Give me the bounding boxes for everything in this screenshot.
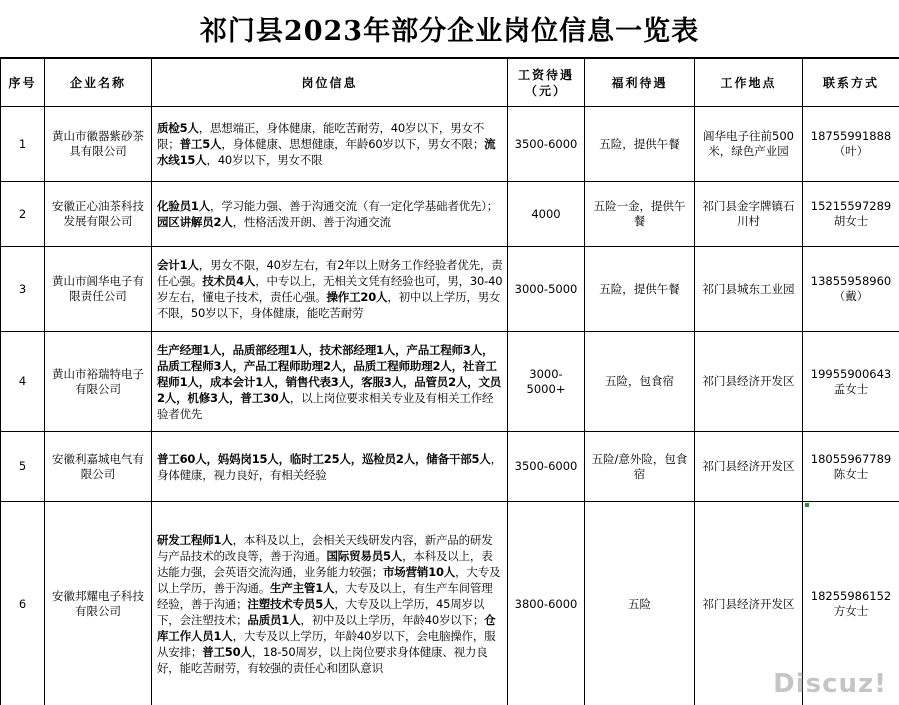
contact-person: 孟女士	[833, 381, 869, 396]
contact-person: （戴）	[833, 289, 869, 303]
cell-positions	[152, 332, 508, 432]
cell-salary: 3800-6000	[508, 502, 585, 705]
cell-positions	[152, 182, 508, 247]
position-detail: ，性格活泼开朗、善于沟通交流	[232, 215, 391, 229]
header-salary-line1: 工资待遇	[517, 67, 574, 82]
position-title: 普工50人	[202, 645, 252, 659]
position-detail: ，初中以上学历，男女不限，50岁以下，身体健康，能吃苦耐劳	[157, 290, 501, 320]
cell-location: 祁门县经济开发区	[695, 502, 803, 705]
position-title: 技术员4人	[202, 274, 256, 288]
cell-company: 黄山市裕瑞特电子有限公司	[45, 332, 152, 432]
cell-salary: 3000-5000	[508, 247, 585, 332]
page-title: 祁门县2023年部分企业岗位信息一览表	[0, 0, 899, 58]
position-detail: ，身体健康、思想健康，年龄60岁以下，男女不限；	[221, 137, 485, 151]
cell-contact	[803, 247, 899, 332]
position-detail: ，本科及以上，表达能力强，会英语交流沟通，业务能力较强；	[157, 549, 493, 579]
header-salary-line2: （元）	[524, 83, 567, 98]
position-detail: ，以上岗位要求相关专业及有相关工作经验者优先	[157, 390, 494, 421]
position-title: 生产经理1人，品质部经理1人，技术部经理1人，产品工程师3人，品质工程师3人，产品工程师助理2人，品质工程师助理2人，社音工程师1人，成本会计1人，销售代表3人，客服3人，品管员2人，文员2人，机修3人，普工30人	[157, 342, 502, 405]
header-no: 序号	[1, 59, 45, 107]
position-title: 品质员1人	[247, 613, 301, 627]
cell-benefits: 五险	[585, 502, 695, 705]
cell-comment-marker	[805, 503, 809, 507]
position-detail: ，初中及以上学历，年龄40岁以下；	[300, 613, 485, 627]
position-detail: ，本科及以上，会相关天线研发内容，新产品的研发与产品技术的改良等，善于沟通。	[157, 533, 493, 563]
contact-phone: 18255986152	[810, 589, 892, 603]
header-positions: 岗位信息	[152, 59, 508, 107]
position-title: 会计1人	[157, 258, 199, 272]
contact-person: 陈女士	[833, 466, 869, 481]
position-title: 生产主管1人	[270, 581, 335, 595]
contact-phone: 15215597289	[810, 199, 892, 213]
contact-person: 方女士	[833, 604, 869, 618]
cell-company: 黄山市阊华电子有限责任公司	[45, 247, 152, 332]
cell-positions	[152, 107, 508, 182]
position-title: 操作工20人	[326, 290, 388, 304]
header-row	[1, 59, 899, 107]
header-benefits: 福利待遇	[585, 59, 695, 107]
cell-no: 5	[1, 432, 45, 502]
position-title: 化验员1人	[157, 199, 211, 213]
cell-location: 祁门县经济开发区	[695, 332, 803, 432]
position-title: 普工5人	[179, 137, 222, 151]
contact-phone: 19955900643	[810, 366, 892, 381]
position-detail: ，大专及以上学历，年龄40岁以下，会电脑操作，服从安排；	[157, 629, 496, 659]
header-contact: 联系方式	[803, 59, 899, 107]
cell-company: 安徽利嘉城电气有限公司	[45, 432, 152, 502]
position-detail: ，大专及以上学历，善于沟通。	[157, 565, 501, 595]
contact-phone: 18055967789	[810, 451, 892, 466]
position-title: 普工60人，妈妈岗15人，临时工25人，巡检员2人，储备干部5人	[157, 451, 491, 466]
header-location: 工作地点	[695, 59, 803, 107]
cell-location: 祁门县经济开发区	[695, 432, 803, 502]
cell-no: 6	[1, 502, 45, 705]
cell-salary: 3500-6000	[508, 432, 585, 502]
cell-salary: 3000-5000+	[508, 332, 585, 432]
position-title: 仓库工作人员1人	[157, 613, 496, 643]
discuz-watermark: Discuz!	[773, 669, 887, 699]
cell-contact	[803, 432, 899, 502]
contact-phone: 13855958960	[810, 274, 892, 288]
cell-benefits: 五险，提供午餐	[585, 247, 695, 332]
table-row	[1, 182, 899, 247]
cell-positions	[152, 247, 508, 332]
cell-salary: 4000	[508, 182, 585, 247]
position-title: 质检5人	[157, 121, 199, 135]
position-detail: ，大专及以上，有生产车间管理经验，善于沟通；	[157, 581, 493, 611]
cell-company: 黄山市徽器紫砂茶具有限公司	[45, 107, 152, 182]
position-detail: ，中专以上，无相关文凭有经验也可，男，30-40岁左右，懂电子技术，责任心强。	[157, 274, 503, 304]
position-detail: ，身体健康，视力良好，有相关经验	[157, 451, 502, 482]
cell-company: 安徽邦耀电子科技有限公司	[45, 502, 152, 705]
position-detail: ，40岁以下，男女不限	[206, 153, 323, 167]
contact-person: 胡女士	[833, 214, 869, 228]
cell-positions	[152, 502, 508, 705]
cell-benefits: 五险，包食宿	[585, 332, 695, 432]
table-row	[1, 332, 899, 432]
position-title: 注塑技术专员5人	[247, 597, 335, 611]
header-salary	[508, 59, 585, 107]
position-detail: ，大专及以上学历，45周岁以下，会注塑技术；	[157, 597, 485, 627]
cell-location: 阊华电子往前500米，绿色产业园	[695, 107, 803, 182]
position-title: 国际贸易员5人	[326, 549, 403, 563]
position-title: 流水线15人	[157, 137, 496, 167]
cell-no: 1	[1, 107, 45, 182]
cell-location: 祁门县城东工业园	[695, 247, 803, 332]
cell-company: 安徽正心油茶科技发展有限公司	[45, 182, 152, 247]
cell-location: 祁门县金字牌镇石川村	[695, 182, 803, 247]
cell-no: 2	[1, 182, 45, 247]
position-detail: ，学习能力强、善于沟通交流（有一定化学基础者优先）；	[210, 199, 499, 213]
position-detail: ，男女不限，40岁左右，有2年以上财务工作经验者优先，责任心强。	[157, 258, 503, 288]
position-title: 研发工程师1人	[157, 533, 233, 547]
cell-contact	[803, 107, 899, 182]
cell-salary: 3500-6000	[508, 107, 585, 182]
position-title: 园区讲解员2人	[157, 215, 233, 229]
table-row	[1, 247, 899, 332]
cell-contact	[803, 332, 899, 432]
cell-no: 4	[1, 332, 45, 432]
contact-person: （叶）	[833, 144, 869, 158]
job-info-table	[0, 58, 899, 705]
contact-phone: 18755991888	[810, 129, 892, 143]
position-title: 市场营销10人	[383, 565, 456, 579]
table-row	[1, 107, 899, 182]
position-detail: ，18-50周岁，以上岗位要求身体健康、视力良好，能吃苦耐劳，有较强的责任心和团队意识	[157, 645, 488, 675]
cell-no: 3	[1, 247, 45, 332]
cell-benefits: 五险，提供午餐	[585, 107, 695, 182]
table-row	[1, 502, 899, 705]
header-company: 企业名称	[45, 59, 152, 107]
cell-contact	[803, 182, 899, 247]
table-row	[1, 432, 899, 502]
cell-benefits: 五险/意外险，包食宿	[585, 432, 695, 502]
cell-benefits: 五险一金，提供午餐	[585, 182, 695, 247]
cell-positions	[152, 432, 508, 502]
position-detail: ，思想端正，身体健康，能吃苦耐劳，40岁以下，男女不限；	[157, 121, 485, 151]
